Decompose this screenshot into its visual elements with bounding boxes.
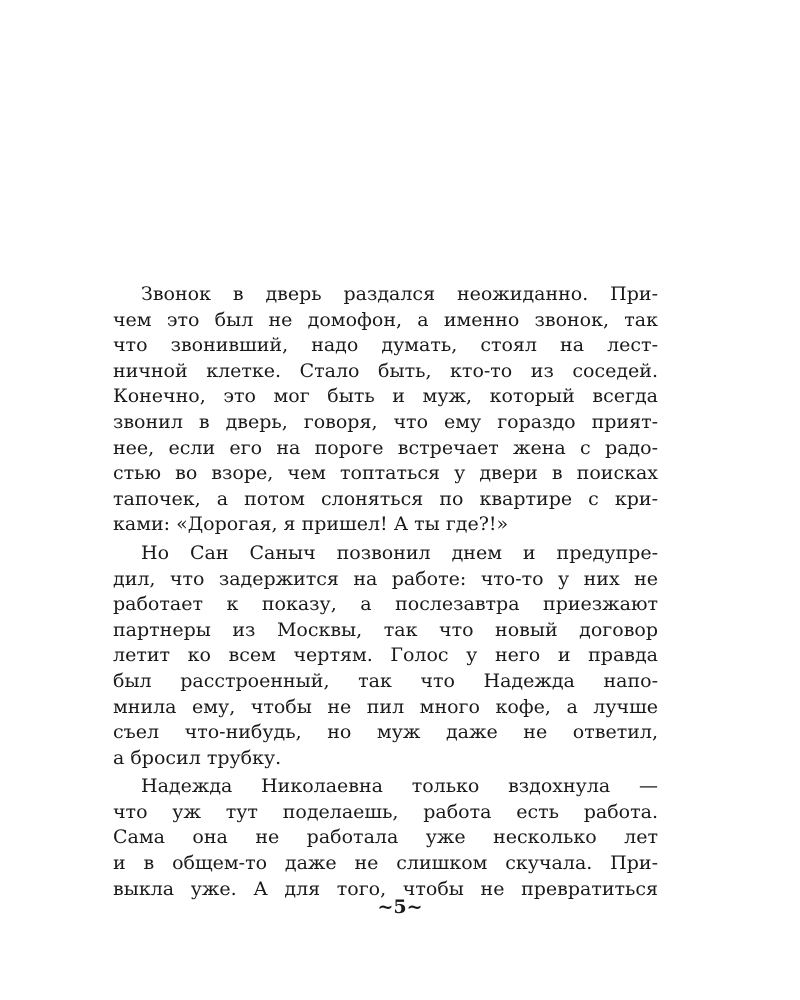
text-line: ками: «Дорогая, я пришел! А ты где?!»: [113, 513, 509, 536]
body-text: [113, 282, 658, 902]
text-line: Надежда Николаевна только вздохнула —: [141, 775, 658, 798]
text-line: что звонивший, надо думать, стоял на лест-: [113, 334, 658, 357]
text-line: Сама она не работала уже несколько лет: [113, 826, 658, 849]
text-line: был расстроенный, так что Надежда напо-: [113, 669, 658, 692]
text-line: дил, что задержится на работе: что-то у них не: [113, 567, 658, 590]
text-line: работает к показу, а послезавтра приезжают: [113, 593, 658, 616]
text-line: Конечно, это мог быть и муж, который всегда: [113, 385, 658, 408]
text-line: а бросил трубку.: [113, 746, 282, 769]
text-line: Но Сан Саныч позвонил днем и предупре-: [141, 541, 658, 564]
text-line: Звонок в дверь раздался неожиданно. При-: [141, 283, 658, 305]
text-line: и в общем-то даже не слишком скучала. При-: [113, 852, 658, 875]
text-line: съел что-нибудь, но муж даже не ответил,: [113, 721, 658, 744]
text-line: что уж тут поделаешь, работа есть работа.: [113, 800, 658, 823]
page-number: ~5~: [377, 896, 423, 918]
text-line: звонил в дверь, говоря, что ему гораздо прият-: [113, 410, 658, 433]
text-line: чем это был не домофон, а именно звонок, так: [113, 308, 658, 331]
text-line: нее, если его на пороге встречает жена с радо-: [113, 436, 658, 459]
text-line: мнила ему, чтобы не пил много кофе, а лучше: [113, 695, 658, 718]
text-line: партнеры из Москвы, так что новый договор: [113, 618, 658, 641]
text-line: тапочек, а потом слоняться по квартире с кри-: [113, 487, 658, 510]
text-line: выкла уже. А для того, чтобы не превратиться: [113, 877, 658, 900]
text-line: летит ко всем чертям. Голос у него и правда: [113, 644, 658, 667]
text-line: ничной клетке. Стало быть, кто-то из соседей.: [113, 359, 658, 382]
text-line: стью во взоре, чем топтаться у двери в поисках: [113, 462, 658, 485]
